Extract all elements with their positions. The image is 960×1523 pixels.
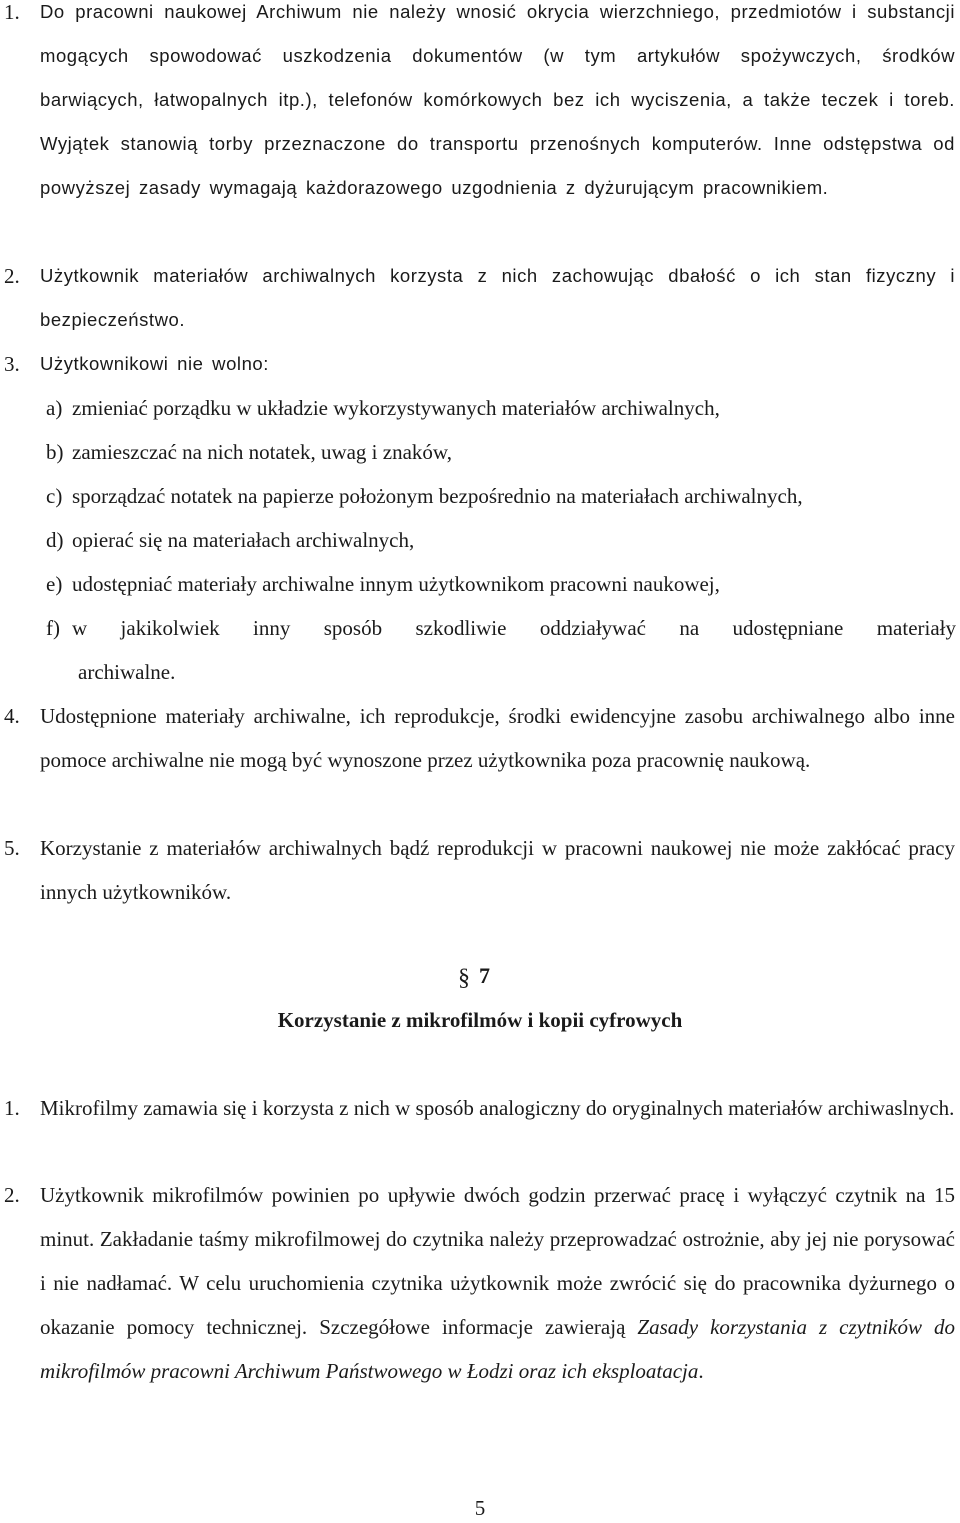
section-sign: § bbox=[458, 965, 470, 991]
item-text bbox=[40, 1173, 955, 1393]
item-text: Użytkownik materiałów archiwalnych korzysta z nich zachowując dbałość o ich stan fizyczny i bezpieczeństwo. bbox=[40, 265, 955, 330]
page-number: 5 bbox=[474, 1496, 486, 1520]
item-number: 1. bbox=[4, 1096, 20, 1120]
item-number: 2. bbox=[4, 1183, 20, 1207]
item-text-plain: Użytkownik mikrofilmów powinien po upływie dwóch godzin przerwać pracę i wyłączyć czytnik na 15 minut. Zakładanie taśmy mikrofilmowej do czytnika należy przeprowadzać ostrożnie, aby jej nie porysować i nie nadłamać. W celu uruchomienia czytnika użytkownik może zwrócić się do pracownika dyżurnego o okazanie pomocy technicznej. Szczegółowe informacje zawierają bbox=[40, 1183, 955, 1339]
sub-item-letter: c) bbox=[46, 484, 63, 508]
item-text: Udostępnione materiały archiwalne, ich reprodukcje, środki ewidencyjne zasobu archiwalnego albo inne pomoce archiwalne nie mogą być wynoszone przez użytkownika poza pracownię naukową. bbox=[40, 704, 955, 772]
sub-item-continuation: archiwalne. bbox=[78, 660, 176, 684]
item-text: Do pracowni naukowej Archiwum nie należy wnosić okrycia wierzchniego, przedmiotów i substancji mogących spowodować uszkodzenia dokumentów (w tym artykułów spożywczych, środków barwiących, łatwopalnych itp.), telefonów komórkowych bez ich wyciszenia, a także teczek i toreb. Wyjątek stanowią torby przeznaczone do transportu przenośnych komputerów. Inne odstępstwa od powyższej zasady wymagają każdorazowego uzgodnienia z dyżurującym pracownikiem. bbox=[40, 1, 955, 198]
sub-item-text: opierać się na materiałach archiwalnych, bbox=[72, 528, 415, 552]
item-text: Mikrofilmy zamawia się i korzysta z nich w sposób analogiczny do oryginalnych materiałów archiwaslnych. bbox=[40, 1096, 955, 1120]
item-text-end: . bbox=[698, 1359, 704, 1383]
sub-item-letter: d) bbox=[46, 528, 64, 552]
document-title-italic: Zasady korzystania z czytników do mikrofilmów pracowni Archiwum Państwowego w Łodzi oraz ich eksploatacja bbox=[40, 1315, 955, 1383]
sub-item-letter: f) bbox=[46, 616, 60, 640]
item-number: 4. bbox=[4, 704, 20, 728]
item-number: 5. bbox=[4, 836, 20, 860]
item-number: 3. bbox=[4, 352, 20, 376]
section-number: 7 bbox=[479, 963, 490, 988]
sub-item-letter: b) bbox=[46, 440, 64, 464]
item-number: 2. bbox=[4, 264, 20, 288]
sub-item-text: zmieniać porządku w układzie wykorzystywanych materiałów archiwalnych, bbox=[72, 396, 720, 420]
sub-item-letter: a) bbox=[46, 396, 63, 420]
item-text: Korzystanie z materiałów archiwalnych bądź reprodukcji w pracowni naukowej nie może zakłócać pracy innych użytkowników. bbox=[40, 836, 955, 904]
sub-item-text: sporządzać notatek na papierze położonym bezpośrednio na materiałach archiwalnych, bbox=[72, 484, 803, 508]
section-title: Korzystanie z mikrofilmów i kopii cyfrowych bbox=[277, 1008, 683, 1032]
sub-item-text: w jakikolwiek inny sposób szkodliwie oddziaływać na udostępniane materiały bbox=[72, 616, 956, 640]
sub-item-text: udostępniać materiały archiwalne innym użytkownikom pracowni naukowej, bbox=[72, 572, 720, 596]
item-number: 1. bbox=[4, 0, 20, 24]
item-text: Użytkownikowi nie wolno: bbox=[40, 353, 269, 374]
sub-item-letter: e) bbox=[46, 572, 63, 596]
sub-item-text: zamieszczać na nich notatek, uwag i znaków, bbox=[72, 440, 452, 464]
